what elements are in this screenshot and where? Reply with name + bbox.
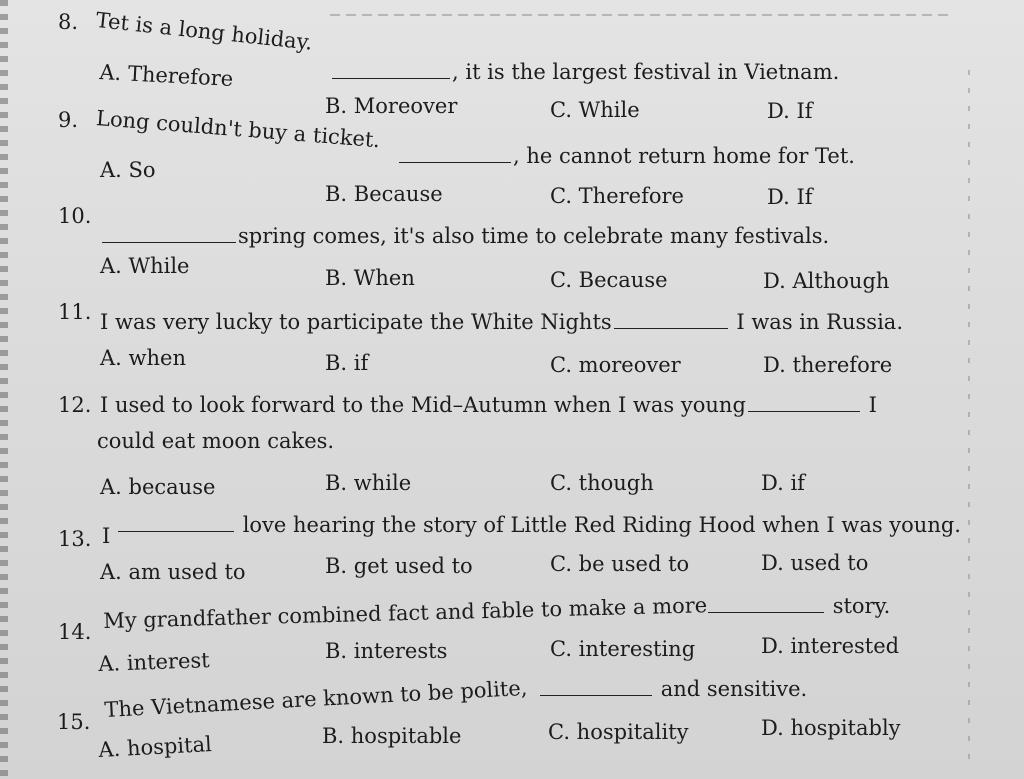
- question-sentence: [116, 515, 961, 536]
- answer-blank[interactable]: [540, 694, 652, 696]
- option-d[interactable]: D. if: [761, 471, 805, 495]
- answer-blank[interactable]: [708, 611, 824, 613]
- question-number: 10.: [58, 204, 92, 228]
- answer-blank[interactable]: [399, 161, 511, 163]
- option-d[interactable]: D. hospitably: [761, 716, 901, 740]
- question-text-after: story.: [832, 594, 891, 618]
- question-number: 13.: [58, 527, 92, 551]
- option-b[interactable]: B. get used to: [325, 554, 473, 578]
- page-margin-line: [968, 70, 970, 770]
- option-b[interactable]: B. When: [325, 266, 415, 290]
- question-sentence: [538, 679, 807, 700]
- option-a[interactable]: A. am used to: [100, 560, 246, 584]
- option-a[interactable]: A. While: [100, 254, 190, 278]
- book-binding-edge: [0, 0, 8, 779]
- question-text-after: , it is the largest festival in Vietnam.: [452, 60, 840, 84]
- option-d[interactable]: D. used to: [761, 551, 869, 575]
- question-text-after: I was in Russia.: [736, 310, 903, 334]
- option-c[interactable]: C. interesting: [550, 637, 696, 661]
- question-sentence: [100, 395, 877, 416]
- question-sentence: [330, 62, 839, 83]
- top-dashed-line: [330, 14, 950, 16]
- question-text-after: love hearing the story of Little Red Riding Hood when I was young.: [242, 513, 961, 537]
- question-number: 12.: [58, 393, 92, 417]
- question-text-line2: could eat moon cakes.: [97, 429, 335, 453]
- option-b[interactable]: B. Because: [325, 182, 443, 206]
- question-number: 9.: [58, 108, 79, 132]
- option-d[interactable]: D. Although: [763, 269, 890, 293]
- option-c[interactable]: C. though: [550, 471, 654, 495]
- question-text-before: I used to look forward to the Mid–Autumn when I was young: [100, 393, 746, 417]
- option-d[interactable]: D. therefore: [763, 353, 893, 377]
- question-number: 11.: [58, 300, 92, 324]
- option-a[interactable]: A. interest: [97, 648, 211, 676]
- question-text-after: , he cannot return home for Tet.: [513, 144, 855, 168]
- option-c[interactable]: C. hospitality: [548, 720, 689, 744]
- option-a[interactable]: A. because: [100, 475, 216, 499]
- question-text-before: Long couldn't buy a ticket.: [95, 106, 381, 153]
- question-sentence: [100, 312, 903, 333]
- question-number: 14.: [58, 620, 92, 644]
- option-c[interactable]: C. moreover: [550, 353, 681, 377]
- option-c[interactable]: C. While: [550, 98, 640, 122]
- question-text-after: spring comes, it's also time to celebrate many festivals.: [238, 224, 830, 248]
- question-text-before: I was very lucky to participate the White Nights: [100, 310, 612, 334]
- option-d[interactable]: D. If: [767, 185, 813, 209]
- option-c[interactable]: C. Because: [550, 268, 668, 292]
- option-d[interactable]: D. interested: [761, 634, 900, 658]
- question-sentence: [100, 226, 829, 247]
- option-a[interactable]: A. hospital: [97, 732, 213, 762]
- option-b[interactable]: B. Moreover: [325, 94, 458, 118]
- answer-blank[interactable]: [332, 77, 450, 79]
- option-d[interactable]: D. If: [767, 99, 813, 123]
- question-text-before: My grandfather combined fact and fable to make a more: [102, 593, 708, 633]
- option-c[interactable]: C. be used to: [550, 552, 690, 576]
- question-text-before: Tet is a long holiday.: [94, 8, 314, 55]
- answer-blank[interactable]: [748, 410, 860, 412]
- question-sentence: [397, 146, 855, 167]
- question-sentence: [706, 596, 890, 617]
- question-text-after: I: [868, 393, 877, 417]
- option-b[interactable]: B. interests: [325, 639, 448, 663]
- option-b[interactable]: B. hospitable: [322, 724, 462, 748]
- option-b[interactable]: B. while: [325, 471, 412, 495]
- answer-blank[interactable]: [118, 530, 234, 532]
- option-c[interactable]: C. Therefore: [550, 184, 684, 208]
- option-a[interactable]: A. Therefore: [98, 60, 234, 91]
- question-text-before: The Vietnamese are known to be polite,: [103, 675, 528, 722]
- question-text-before: I: [102, 524, 111, 548]
- question-text-after: and sensitive.: [660, 677, 808, 701]
- answer-blank[interactable]: [614, 327, 728, 329]
- answer-blank[interactable]: [102, 241, 236, 243]
- option-b[interactable]: B. if: [325, 351, 369, 375]
- question-number: 15.: [57, 710, 91, 734]
- option-a[interactable]: A. when: [100, 346, 186, 370]
- option-a[interactable]: A. So: [100, 158, 156, 182]
- question-number: 8.: [58, 10, 79, 34]
